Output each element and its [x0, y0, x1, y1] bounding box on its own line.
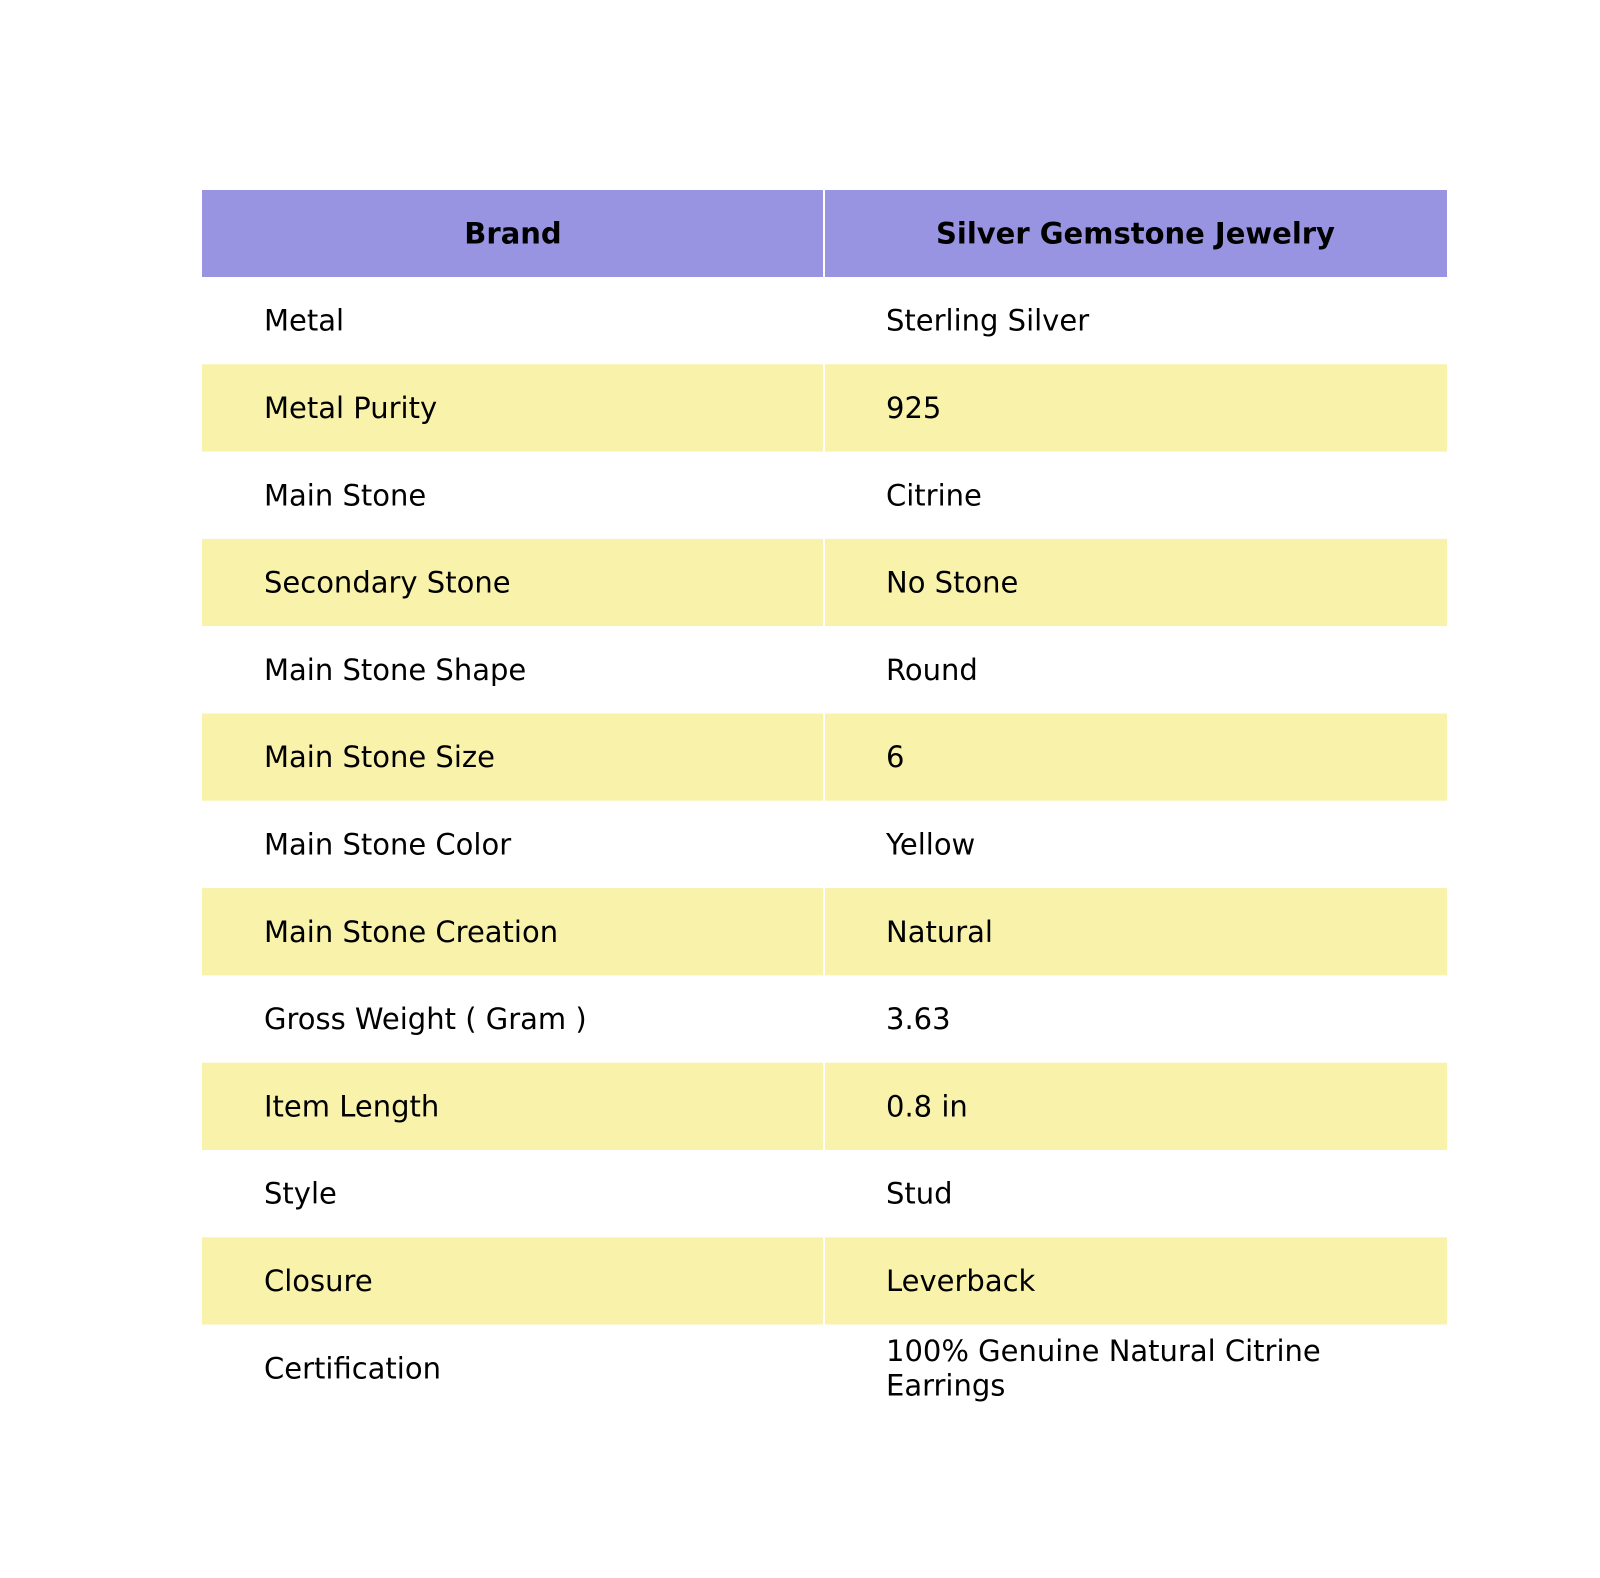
row-label-cell: Metal: [264, 303, 345, 338]
row-value-cell: 100% Genuine Natural Citrine Earrings: [886, 1333, 1321, 1403]
row-label-cell: Secondary Stone: [264, 565, 511, 600]
column-header-1: Brand: [464, 216, 562, 251]
row-value-cell: 0.8 in: [886, 1089, 968, 1124]
row-label-cell: Main Stone Shape: [264, 652, 527, 687]
row-value-cell: Round: [886, 652, 978, 687]
row-label-cell: Main Stone Creation: [264, 914, 559, 949]
row-label-cell: Metal Purity: [264, 390, 438, 425]
row-value-cell: Sterling Silver: [886, 303, 1090, 338]
row-value-cell: No Stone: [886, 565, 1019, 600]
column-header-2: Silver Gemstone Jewelry: [936, 216, 1335, 251]
row-label-cell: Main Stone Size: [264, 740, 495, 775]
row-value-cell: 925: [886, 390, 942, 425]
row-label-cell: Item Length: [264, 1089, 440, 1124]
row-label-cell: Certification: [264, 1351, 441, 1386]
row-label-cell: Gross Weight ( Gram ): [264, 1002, 587, 1037]
row-value-cell: Natural: [886, 914, 993, 949]
row-value-cell: Leverback: [886, 1263, 1036, 1298]
row-label-cell: Main Stone: [264, 478, 427, 513]
row-value-cell: Stud: [886, 1176, 953, 1211]
row-label-cell: Main Stone Color: [264, 827, 512, 862]
row-value-cell: 6: [886, 740, 905, 775]
row-value-cell: Citrine: [886, 478, 982, 513]
row-value-cell: Yellow: [886, 827, 976, 862]
row-value-cell: 3.63: [886, 1002, 951, 1037]
row-label-cell: Style: [264, 1176, 337, 1211]
row-label-cell: Closure: [264, 1263, 373, 1298]
